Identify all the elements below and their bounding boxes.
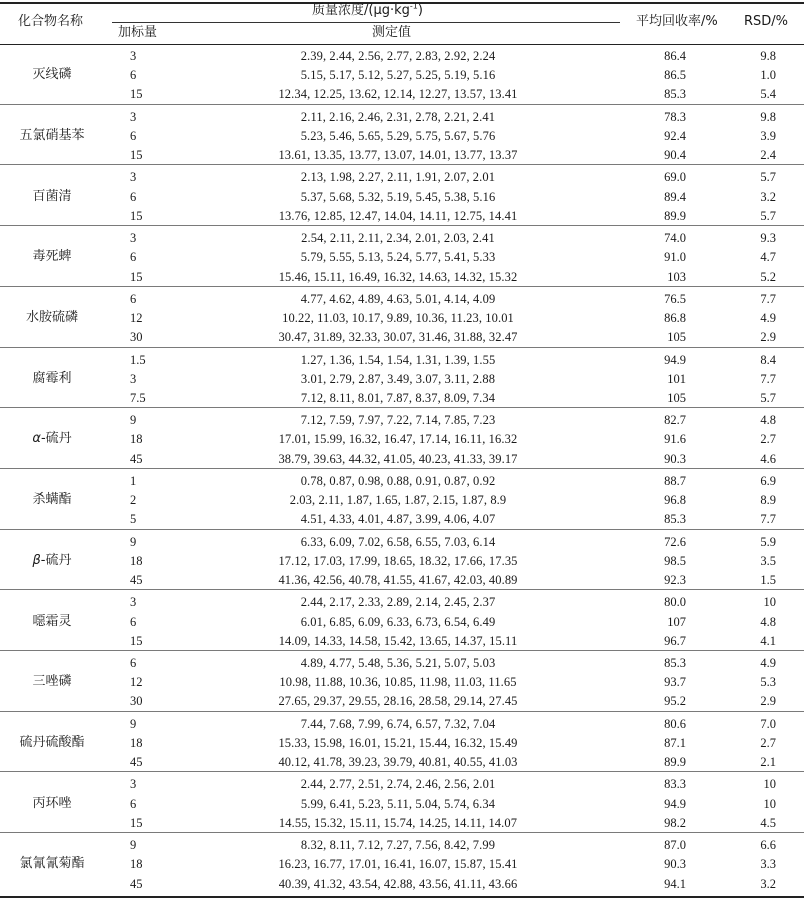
spike-level: 6 (130, 250, 137, 265)
spike-level: 7.5 (130, 390, 146, 405)
rsd-value: 10 (763, 595, 776, 610)
measured-values: 30.47, 31.89, 32.33, 30.07, 31.46, 31.88, 32.47 (278, 330, 518, 345)
rsd-value: 1.0 (760, 68, 776, 83)
mean-recovery: 78.3 (664, 109, 686, 124)
mean-recovery: 87.0 (664, 838, 686, 853)
compound-name: 氯氰氰菊酯 (19, 856, 85, 872)
measured-values: 17.12, 17.03, 17.99, 18.65, 18.32, 17.66, 17.35 (278, 553, 518, 568)
compound-name: 五氯硝基苯 (19, 127, 85, 143)
measured-values: 5.37, 5.68, 5.32, 5.19, 5.45, 5.38, 5.16 (300, 189, 496, 204)
measured-values: 14.55, 15.32, 15.11, 15.74, 14.25, 14.11, 14.07 (278, 815, 518, 830)
mean-recovery: 86.8 (664, 311, 686, 325)
measured-values: 2.13, 1.98, 2.27, 2.11, 1.91, 2.07, 2.01 (300, 170, 496, 185)
mean-recovery: 80.0 (664, 595, 686, 610)
measured-values: 2.44, 2.17, 2.33, 2.89, 2.14, 2.45, 2.37 (300, 595, 496, 610)
rsd-value: 6.6 (760, 838, 776, 853)
measured-values: 12.34, 12.25, 13.62, 12.14, 12.27, 13.57, 13.41 (278, 87, 518, 102)
spike-level: 3 (130, 231, 137, 246)
measured-values: 41.36, 42.56, 40.78, 41.55, 41.67, 42.03, 40.89 (278, 573, 518, 587)
rsd-value: 4.9 (760, 311, 776, 325)
spike-level: 1.5 (130, 352, 146, 367)
measured-values: 10.22, 11.03, 10.17, 9.89, 10.36, 11.23, 10.01 (282, 311, 514, 325)
spike-level: 45 (130, 755, 143, 770)
header-bottom-rule (0, 44, 804, 45)
mean-recovery: 89.4 (664, 189, 686, 204)
spike-level: 45 (130, 876, 143, 891)
measured-values: 10.98, 11.88, 10.36, 10.85, 11.98, 11.03, 11.65 (279, 675, 517, 690)
spike-level: 12 (130, 675, 143, 690)
compound-name: 三唑磷 (32, 674, 72, 690)
measured-values: 40.12, 41.78, 39.23, 39.79, 40.81, 40.55, 41.03 (278, 755, 518, 770)
rsd-value: 4.1 (760, 633, 776, 648)
spike-level: 6 (130, 128, 137, 143)
rsd-value: 8.4 (760, 352, 776, 367)
rsd-value: 3.5 (760, 553, 776, 568)
rsd-value: 6.9 (760, 473, 776, 488)
rsd-value: 4.5 (760, 815, 776, 830)
rsd-value: 2.9 (760, 330, 776, 345)
measured-values: 2.39, 2.44, 2.56, 2.77, 2.83, 2.92, 2.24 (300, 49, 496, 63)
rsd-value: 2.7 (760, 432, 776, 447)
mean-recovery: 89.9 (664, 208, 686, 223)
group-divider (0, 771, 804, 772)
spike-level: 15 (130, 633, 143, 648)
spike-level: 3 (130, 170, 137, 185)
spike-level: 15 (130, 815, 143, 830)
mean-recovery: 92.4 (664, 128, 686, 143)
measured-values: 27.65, 29.37, 29.55, 28.16, 28.58, 29.14, 27.45 (278, 694, 518, 709)
mean-recovery: 82.7 (664, 413, 686, 428)
mean-recovery: 90.3 (664, 451, 686, 466)
spike-level: 5 (130, 512, 137, 527)
measured-values: 15.46, 15.11, 16.49, 16.32, 14.63, 14.32, 15.32 (278, 269, 518, 284)
compound-name: β-硫丹 (32, 552, 72, 568)
spike-level: 2 (130, 493, 137, 508)
measured-values: 5.23, 5.46, 5.65, 5.29, 5.75, 5.67, 5.76 (300, 128, 496, 143)
mean-recovery: 93.7 (664, 675, 686, 690)
measured-values: 4.77, 4.62, 4.89, 4.63, 5.01, 4.14, 4.09 (300, 291, 496, 306)
spike-level: 9 (130, 534, 137, 549)
measured-values: 7.12, 8.11, 8.01, 7.87, 8.37, 8.09, 7.34 (300, 390, 496, 405)
measured-values: 3.01, 2.79, 2.87, 3.49, 3.07, 3.11, 2.88 (300, 371, 496, 386)
mean-recovery: 83.3 (664, 777, 686, 792)
spike-level: 30 (130, 694, 143, 709)
measured-values: 1.27, 1.36, 1.54, 1.54, 1.31, 1.39, 1.55 (300, 352, 496, 367)
measured-values: 2.11, 2.16, 2.46, 2.31, 2.78, 2.21, 2.41 (300, 109, 496, 124)
group-divider (0, 832, 804, 833)
mean-recovery: 94.1 (664, 876, 686, 891)
mean-recovery: 96.7 (664, 633, 686, 648)
rsd-value: 5.7 (760, 390, 776, 405)
mean-recovery: 98.5 (664, 553, 686, 568)
rsd-value: 10 (763, 777, 776, 792)
rsd-value: 4.6 (760, 451, 776, 466)
header-rsd: RSD/% (744, 14, 789, 29)
measured-values: 4.89, 4.77, 5.48, 5.36, 5.21, 5.07, 5.03 (300, 656, 496, 670)
spike-level: 18 (130, 432, 143, 447)
spike-level: 9 (130, 413, 137, 428)
rsd-value: 9.3 (760, 231, 776, 246)
measured-values: 2.54, 2.11, 2.11, 2.34, 2.01, 2.03, 2.41 (301, 231, 495, 246)
measured-values: 8.32, 8.11, 7.12, 7.27, 7.56, 8.42, 7.99 (300, 838, 496, 853)
mean-recovery: 74.0 (664, 231, 686, 246)
rsd-value: 7.7 (760, 371, 776, 386)
measured-values: 7.44, 7.68, 7.99, 6.74, 6.57, 7.32, 7.04 (300, 716, 496, 731)
rsd-value: 5.3 (760, 675, 776, 690)
mean-recovery: 91.0 (664, 250, 686, 265)
measured-values: 17.01, 15.99, 16.32, 16.47, 17.14, 16.11, 16.32 (278, 432, 518, 447)
rsd-value: 5.2 (760, 269, 776, 284)
group-divider (0, 711, 804, 712)
mean-recovery: 86.5 (664, 68, 686, 83)
rsd-value: 7.7 (760, 291, 776, 306)
header-sub-rule (112, 22, 620, 23)
spike-level: 15 (130, 87, 143, 102)
group-divider (0, 286, 804, 287)
rsd-value: 3.3 (760, 857, 776, 872)
mean-recovery: 90.4 (664, 148, 686, 163)
mean-recovery: 90.3 (664, 857, 686, 872)
mean-recovery: 86.4 (664, 49, 686, 63)
rsd-value: 4.9 (760, 656, 776, 670)
measured-values: 0.78, 0.87, 0.98, 0.88, 0.91, 0.87, 0.92 (300, 473, 496, 488)
measured-values: 40.39, 41.32, 43.54, 42.88, 43.56, 41.11, 43.66 (278, 876, 518, 891)
rsd-value: 5.7 (760, 170, 776, 185)
spike-level: 6 (130, 291, 137, 306)
spike-level: 6 (130, 68, 137, 83)
compound-name: α-硫丹 (32, 431, 72, 447)
spike-level: 3 (130, 595, 137, 610)
header-recovery: 平均回收率/% (636, 14, 718, 29)
measured-values: 6.01, 6.85, 6.09, 6.33, 6.73, 6.54, 6.49 (300, 614, 496, 629)
rsd-value: 9.8 (760, 49, 776, 63)
mean-recovery: 80.6 (664, 716, 686, 731)
measured-values: 5.99, 6.41, 5.23, 5.11, 5.04, 5.74, 6.34 (300, 796, 496, 811)
group-divider (0, 104, 804, 105)
measured-values: 6.33, 6.09, 7.02, 6.58, 6.55, 7.03, 6.14 (300, 534, 496, 549)
compound-name: 腐霉利 (32, 370, 72, 386)
measured-values: 4.51, 4.33, 4.01, 4.87, 3.99, 4.06, 4.07 (300, 512, 496, 527)
rsd-value: 3.2 (760, 189, 776, 204)
measured-values: 7.12, 7.59, 7.97, 7.22, 7.14, 7.85, 7.23 (300, 413, 496, 428)
mean-recovery: 76.5 (664, 291, 686, 306)
table-bottom-rule (0, 896, 804, 898)
group-divider (0, 468, 804, 469)
compound-name: 杀螨酯 (32, 492, 72, 508)
measured-values: 2.03, 2.11, 1.87, 1.65, 1.87, 2.15, 1.87, 8.9 (289, 493, 507, 508)
measured-values: 38.79, 39.63, 44.32, 41.05, 40.23, 41.33, 39.17 (278, 451, 518, 466)
rsd-value: 7.0 (760, 716, 776, 731)
rsd-value: 1.5 (760, 573, 776, 587)
mean-recovery: 89.9 (664, 755, 686, 770)
compound-name: 百菌清 (32, 188, 72, 204)
spike-level: 6 (130, 189, 137, 204)
rsd-value: 2.4 (760, 148, 776, 163)
mean-recovery: 105 (667, 330, 686, 345)
spike-level: 3 (130, 777, 137, 792)
mean-recovery: 101 (667, 371, 686, 386)
mean-recovery: 96.8 (664, 493, 686, 508)
mean-recovery: 72.6 (664, 534, 686, 549)
measured-values: 5.79, 5.55, 5.13, 5.24, 5.77, 5.41, 5.33 (300, 250, 496, 265)
measured-values: 13.76, 12.85, 12.47, 14.04, 14.11, 12.75, 14.41 (278, 208, 518, 223)
spike-level: 12 (130, 311, 143, 325)
measured-values: 15.33, 15.98, 16.01, 15.21, 15.44, 16.32, 15.49 (278, 735, 518, 750)
mean-recovery: 69.0 (664, 170, 686, 185)
mean-recovery: 85.3 (664, 512, 686, 527)
group-divider (0, 529, 804, 530)
group-divider (0, 407, 804, 408)
compound-name: 硫丹硫酸酯 (19, 734, 85, 750)
header-measured: 测定值 (372, 25, 412, 40)
rsd-value: 2.1 (760, 755, 776, 770)
rsd-value: 8.9 (760, 493, 776, 508)
spike-level: 18 (130, 553, 143, 568)
measured-values: 14.09, 14.33, 14.58, 15.42, 13.65, 14.37, 15.11 (278, 633, 518, 648)
spike-level: 18 (130, 735, 143, 750)
mean-recovery: 94.9 (664, 352, 686, 367)
mean-recovery: 95.2 (664, 694, 686, 709)
rsd-value: 7.7 (760, 512, 776, 527)
spike-level: 15 (130, 208, 143, 223)
rsd-value: 5.4 (760, 87, 776, 102)
rsd-value: 4.7 (760, 250, 776, 265)
rsd-value: 4.8 (760, 413, 776, 428)
group-divider (0, 589, 804, 590)
spike-level: 30 (130, 330, 143, 345)
rsd-value: 2.9 (760, 694, 776, 709)
mean-recovery: 107 (667, 614, 686, 629)
spike-level: 6 (130, 796, 137, 811)
header-concentration: 质量浓度$/(\mu g\cdot kg^{-1})$ (312, 1, 423, 18)
rsd-value: 10 (763, 796, 776, 811)
compound-name: 灭线磷 (32, 67, 72, 83)
spike-level: 15 (130, 269, 143, 284)
header-spike: 加标量 (118, 25, 158, 40)
spike-level: 3 (130, 49, 137, 63)
mean-recovery: 94.9 (664, 796, 686, 811)
group-divider (0, 164, 804, 165)
header-compound: 化合物名称 (18, 14, 84, 29)
mean-recovery: 88.7 (664, 473, 686, 488)
spike-level: 15 (130, 148, 143, 163)
spike-level: 9 (130, 838, 137, 853)
mean-recovery: 85.3 (664, 87, 686, 102)
group-divider (0, 347, 804, 348)
spike-level: 45 (130, 573, 143, 587)
mean-recovery: 91.6 (664, 432, 686, 447)
group-divider (0, 650, 804, 651)
spike-level: 6 (130, 656, 137, 670)
mean-recovery: 85.3 (664, 656, 686, 670)
mean-recovery: 92.3 (664, 573, 686, 587)
measured-values: 2.44, 2.77, 2.51, 2.74, 2.46, 2.56, 2.01 (300, 777, 496, 792)
spike-level: 1 (130, 473, 137, 488)
spike-level: 18 (130, 857, 143, 872)
rsd-value: 5.7 (760, 208, 776, 223)
group-divider (0, 225, 804, 226)
spike-level: 9 (130, 716, 137, 731)
spike-level: 45 (130, 451, 143, 466)
rsd-value: 9.8 (760, 109, 776, 124)
mean-recovery: 105 (667, 390, 686, 405)
mean-recovery: 87.1 (664, 735, 686, 750)
rsd-value: 2.7 (760, 735, 776, 750)
spike-level: 6 (130, 614, 137, 629)
rsd-value: 4.8 (760, 614, 776, 629)
measured-values: 16.23, 16.77, 17.01, 16.41, 16.07, 15.87, 15.41 (278, 857, 518, 872)
measured-values: 5.15, 5.17, 5.12, 5.27, 5.25, 5.19, 5.16 (300, 68, 496, 83)
mean-recovery: 98.2 (664, 815, 686, 830)
compound-name: 丙环唑 (32, 795, 72, 811)
compound-name: 噁霜灵 (32, 613, 72, 629)
measured-values: 13.61, 13.35, 13.77, 13.07, 14.01, 13.77, 13.37 (278, 148, 518, 163)
rsd-value: 3.9 (760, 128, 776, 143)
rsd-value: 5.9 (760, 534, 776, 549)
rsd-value: 3.2 (760, 876, 776, 891)
compound-name: 毒死蜱 (32, 249, 72, 265)
spike-level: 3 (130, 109, 137, 124)
compound-name: 水胺硫磷 (25, 310, 78, 325)
mean-recovery: 103 (667, 269, 686, 284)
spike-level: 3 (130, 371, 137, 386)
